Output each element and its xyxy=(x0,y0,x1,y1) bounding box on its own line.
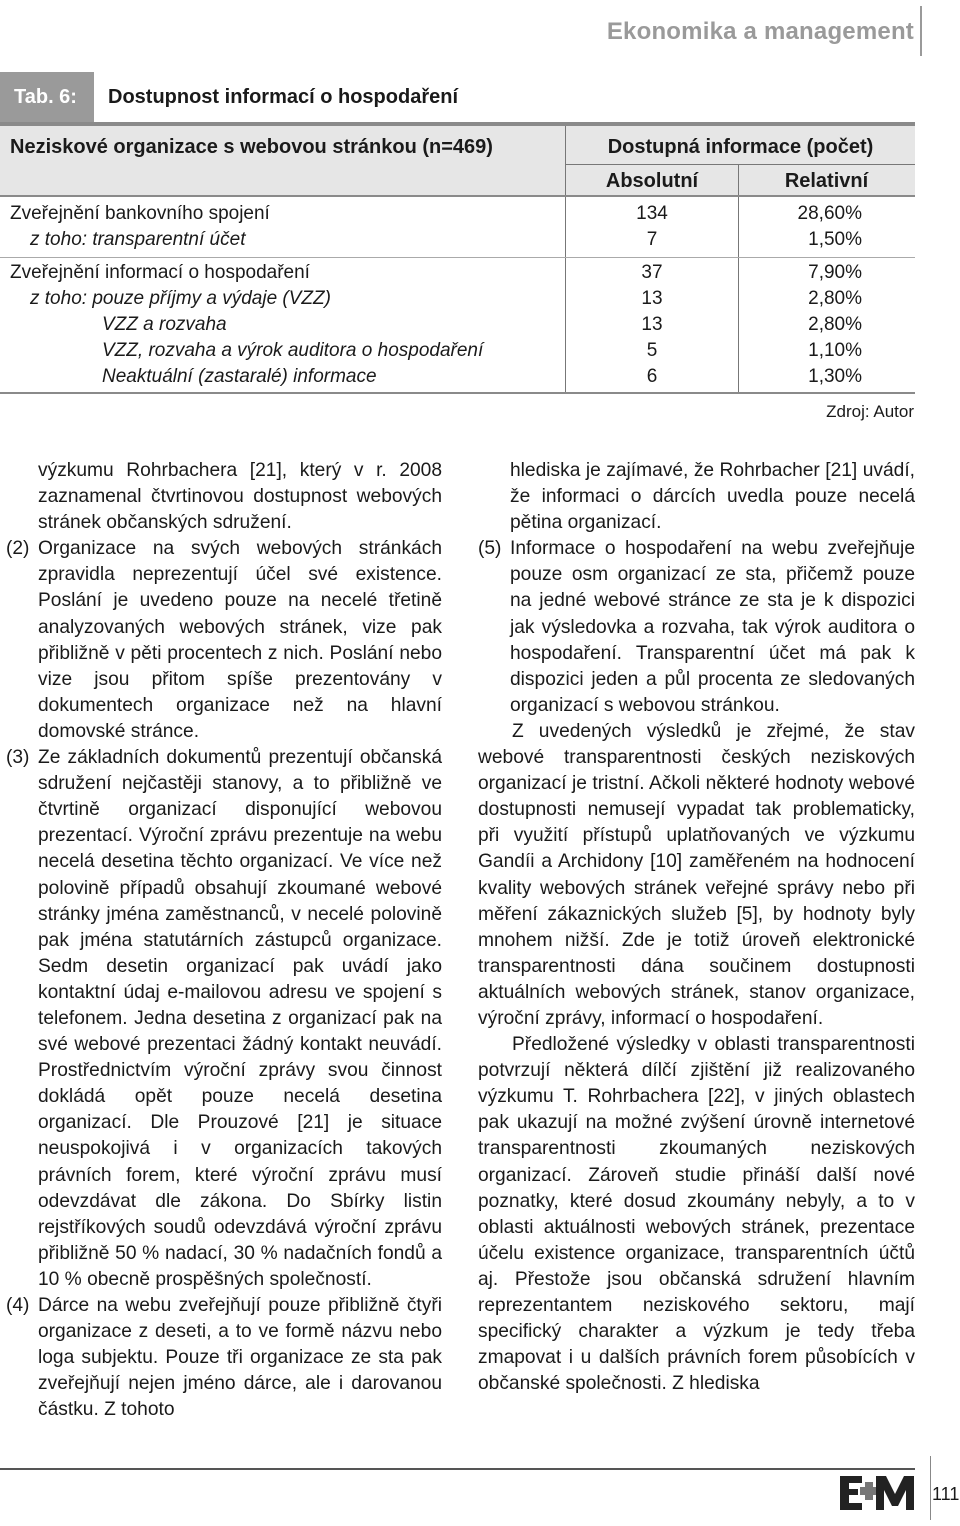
table-header-relative: Relativní xyxy=(784,170,869,192)
item-number: (3) xyxy=(6,747,30,769)
table-row xyxy=(0,201,915,227)
item-text: Ze základních dokumentů prezentují občanská sdružení nejčastěji stanovy, a to přibližně ve čtvrtině organizací disponující webovou prezentací. Výroční zprávu prezentuje na webu necelá desetina těchto organizací. Ve více než polovině případů obsahují zkoumané webové stránky jména zaměstnanců, v necelé polovině pak jména statutárních zástupců organizace. Sedm desetin organizací pak uvádí jako kontaktní údaj e-mailovou adresu ve spojení s telefonem. Jedna desetina z organizací pak na své webové prezentaci žádný kontakt neuvádí. Prostřednictvím výroční zprávy svou činnost dokládá opět pouze necelá desetina organizací. Dle Prouzové [21] je situace neuspokojivá i v organizacích takových právních forem, které výroční zprávu musí odevzdávat dle zákona. Do Sbírky listin rejstříkových soudů odevzdává výroční zprávu přibližně 50 % nadací, 30 % nadačních fondů a 10 % obecně prospěšných společností. xyxy=(38,747,442,1290)
row-label: VZZ, rozvaha a výrok auditora o hospodaření xyxy=(102,340,484,361)
item-text: Organizace na svých webových stránkách zpravidla neprezentují účel své existence. Poslání je uvedeno pouze na necelé třetině analyzovaných webových stránek, vize pak přibližně v pěti procentech z nich. Poslání nebo vize jsou přitom spíše prezentovány v dokumentech organizace než na hlavní domovské stránce. xyxy=(38,538,442,742)
row-absolute: 13 xyxy=(641,288,663,309)
paragraph: Předložené výsledky v oblasti transparentnosti potvrzují některá dílčí zjištění již realizovaného výzkumu T. Rohrbachera [22], v jiných oblastech pak ukazují na možné zvýšení úrovně internetové transparentnosti zkoumaných neziskových organizací. Zároveň studie přináší další nové poznatky, které dosud zkoumány nebyly, a to v oblasti aktuálnosti webových stránek, prezentace účelu existence organizace, transparentních účtů aj. Přestože jsou občanská sdružení hlavním reprezentantem neziskového sektoru, mají specifický charakter a výzkum je tedy třeba zmapovat i u dalších právních forem působících v občanské společnosti. Z hlediska xyxy=(478,1034,915,1395)
row-label: Zveřejnění bankovního spojení xyxy=(10,203,270,224)
paragraph: Z uvedených výsledků je zřejmé, že stav webové transparentnosti českých neziskových organizací je tristní. Ačkoli některé hodnoty webové dostupnosti nemusejí vypadat tak problematicky, při využití přístupů uplatňovaných ve výzkumu Gandíi a Archidony [10] zaměřeném na hodnocení kvality webových stránek veřejné správy nebo při měření zákaznických služeb [5], by hodnoty byly mnohem nižší. Zde je totiž úroveň elektronické transparentnosti dána součinem dostupnosti aktuálních webových stránek, stanov organizace, výroční zprávy, informací o hospodaření. xyxy=(478,720,915,1029)
table-header-group: Dostupná informace (počet) xyxy=(607,136,874,158)
row-absolute: 37 xyxy=(641,262,663,283)
page-number: 111 xyxy=(932,1484,960,1504)
table-group-rule xyxy=(0,257,915,258)
footer-rule xyxy=(0,1468,915,1470)
row-absolute: 5 xyxy=(646,340,658,361)
table-row xyxy=(0,364,915,390)
table-row xyxy=(0,286,915,312)
row-relative: 2,80% xyxy=(808,288,862,309)
row-label: Neaktuální (zastaralé) informace xyxy=(102,366,377,387)
table-header-bottom-rule xyxy=(0,195,915,197)
paragraph: hlediska je zajímavé, že Rohrbacher [21] uvádí, že informaci o dárcích uvedla pouze necelá pětina organizací. xyxy=(510,460,915,534)
table-row xyxy=(0,260,915,286)
row-relative: 1,30% xyxy=(808,366,862,387)
numbered-item xyxy=(6,745,442,1293)
page-number-rule xyxy=(930,1456,931,1520)
item-text: Informace o hospodaření na webu zveřejňuje pouze osm organizací ze sta, přičemž pouze na jedné webové stránce ze sta je k dispozici jak výsledovka a rozvaha, tak výrok auditora o hospodaření. Transparentní účet má pak k dispozici jeden a půl procenta ze sledovaných organizací s webovou stránkou. xyxy=(510,538,915,716)
table-row xyxy=(0,312,915,338)
row-relative: 2,80% xyxy=(808,314,862,335)
row-absolute: 13 xyxy=(641,314,663,335)
table-row xyxy=(0,338,915,364)
numbered-item xyxy=(6,536,442,745)
row-label: Zveřejnění informací o hospodaření xyxy=(10,262,310,283)
row-absolute: 134 xyxy=(636,203,668,224)
header-divider xyxy=(920,6,922,56)
table-row xyxy=(0,227,915,253)
table-number: Tab. 6: xyxy=(0,72,94,122)
left-text-column xyxy=(6,458,442,1423)
table-source: Zdroj: Autor xyxy=(826,402,914,421)
table-header-absolute: Absolutní xyxy=(605,170,699,192)
item-number: (4) xyxy=(6,1295,30,1316)
paragraph: výzkumu Rohrbachera [21], který v r. 2008 zaznamenal čtvrtinovou dostupnost webových stránek občanských sdružení. xyxy=(38,460,442,534)
row-relative: 1,50% xyxy=(808,229,862,250)
journal-title: Ekonomika a management xyxy=(606,18,914,45)
item-number: (5) xyxy=(478,538,502,560)
row-relative: 1,10% xyxy=(808,340,862,361)
row-label: z toho: transparentní účet xyxy=(30,229,246,250)
table-title: Dostupnost informací o hospodaření xyxy=(108,86,459,108)
table-caption xyxy=(0,72,915,122)
row-relative: 28,60% xyxy=(797,203,862,224)
header-sub-rule xyxy=(566,164,915,165)
item-text: Dárce na webu zveřejňují pouze přibližně čtyři organizace z deseti, a to ve formě názvu nebo loga subjektu. Pouze tři organizace ze sta pak zveřejňují nejen jméno dárce, ale i darovanou částku. Z tohoto xyxy=(38,1295,442,1421)
numbered-item xyxy=(478,536,915,719)
row-absolute: 6 xyxy=(646,366,658,387)
em-logo xyxy=(838,1470,918,1514)
right-text-column xyxy=(478,458,915,1397)
numbered-item xyxy=(6,1293,442,1423)
row-relative: 7,90% xyxy=(808,262,862,283)
row-label: z toho: pouze příjmy a výdaje (VZZ) xyxy=(30,288,331,309)
item-number: (2) xyxy=(6,538,30,560)
table-bottom-rule xyxy=(0,392,915,394)
row-absolute: 7 xyxy=(646,229,658,250)
table-header-left: Neziskové organizace s webovou stránkou (n=469) xyxy=(10,136,493,158)
row-label: VZZ a rozvaha xyxy=(102,314,227,335)
